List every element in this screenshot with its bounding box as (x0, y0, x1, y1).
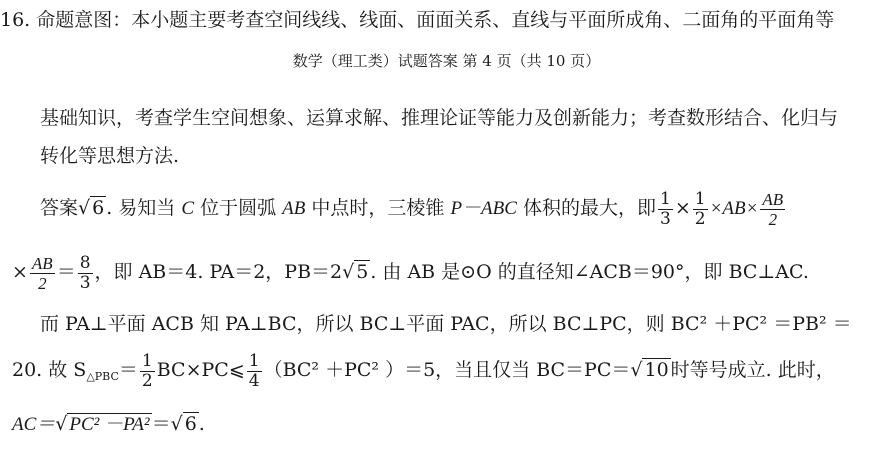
equals-sign: ＝ (151, 413, 171, 435)
line4-text-1: ，即 AB＝4. PA＝2，PB＝2 (94, 261, 343, 283)
period: . (198, 413, 205, 435)
fraction-one-half: $\frac{1}{2}$ (694, 188, 706, 229)
answer-prefix: 答案 (40, 197, 79, 219)
line6-text-3: （BC² ＋PC² ）＝5，当且仅当 BC＝PC＝ (263, 359, 631, 381)
var-c: C (181, 198, 195, 219)
line6-text-2: BC×PC⩽ (156, 359, 245, 381)
var-pabc: P－ABC (450, 198, 517, 219)
var-ab: AB (282, 198, 306, 219)
sqrt-six: √ 6 (170, 413, 197, 435)
paragraph-line-1: 基础知识，考查学生空间想象、运算求解、推理论证等能力及创新能力；考查数形结合、化归与 (40, 107, 839, 129)
fraction-one-third: $\frac{1}{3}$ (659, 188, 671, 229)
fraction-eight-thirds: $\frac{8}{3}$ (79, 252, 91, 293)
answer-line (40, 188, 787, 229)
answer-text-4: 体积的最大，即 (516, 197, 656, 219)
line6-text-1: 20. 故 S (12, 359, 87, 381)
equals-sign: ＝ (56, 261, 76, 283)
question-16-header: 16. 命题意图：本小题主要考查空间线线、线面、面面关系、直线与平面所成角、二面角的平面角等 (0, 9, 835, 31)
formula-line-7 (12, 412, 205, 437)
ab-product: ×AB× (709, 198, 759, 219)
line6-text-4: 时等号成立. 此时， (670, 359, 835, 381)
sqrt-six: √ 6 (78, 197, 105, 219)
equals-sign: ＝ (118, 359, 138, 381)
triangle-subscript: △PBC (86, 370, 119, 383)
sqrt-ten: √ 10 (630, 359, 669, 381)
answer-text-2: 位于圆弧 (194, 197, 283, 219)
formula-line-6 (12, 350, 835, 397)
line4-text-2: . 由 AB 是⊙O 的直径知∠ACB＝90°，即 BC⊥AC. (370, 261, 809, 283)
fraction-ab-half: $\frac{AB}{2}$ (762, 189, 784, 229)
times-sign: × (674, 197, 691, 219)
line7-text-1: AC＝ (12, 414, 56, 435)
page-footer: 数学（理工类）试题答案 第 4 页（共 10 页） (292, 52, 601, 70)
paragraph-line-2: 转化等思想方法. (40, 145, 180, 167)
paragraph-line-5: 而 PA⊥平面 ACB 知 PA⊥BC，所以 BC⊥平面 PAC，所以 BC⊥PC，则 BC² ＋PC² ＝PB² ＝ (40, 313, 852, 335)
fraction-one-quarter: $\frac{1}{4}$ (248, 350, 260, 391)
answer-text-3: 中点时，三棱锥 (305, 197, 451, 219)
fraction-ab-half: $\frac{AB}{2}$ (31, 253, 53, 293)
times-sign: × (12, 261, 28, 283)
formula-line-4 (12, 252, 809, 293)
fraction-one-half: $\frac{1}{2}$ (141, 350, 153, 391)
answer-text-1: . 易知当 (106, 197, 182, 219)
sqrt-pc-pa: √ PC² －PA² (55, 413, 150, 435)
sqrt-five: √ 5 (342, 261, 369, 283)
